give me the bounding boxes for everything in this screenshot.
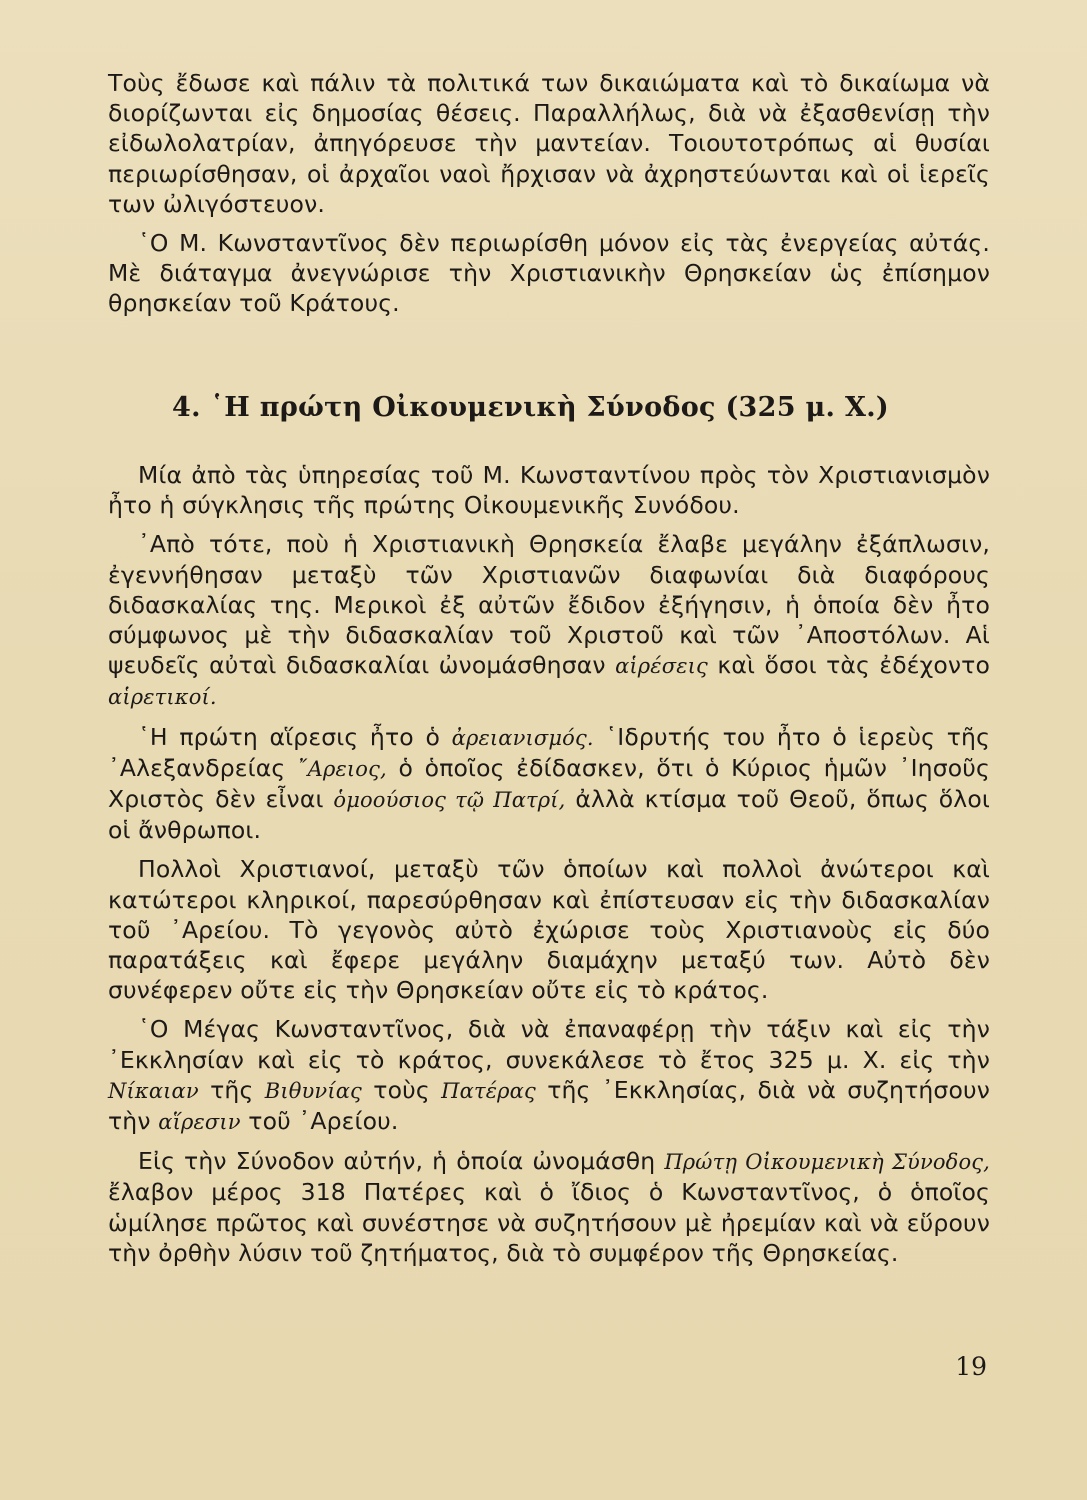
paragraph xyxy=(108,529,990,712)
italic-term: Νίκαιαν xyxy=(108,1078,199,1103)
paragraph xyxy=(108,1146,990,1268)
text-run: τῆς ᾿Εκκλησίας, διὰ νὰ συζητήσουν τὴν xyxy=(108,1075,991,1136)
paragraph: ῾Ο Μ. Κωνσταντῖνος δὲν περιωρίσθη μόνον εἰς τὰς ἐνεργείας αὐτάς. Μὲ διάταγμα ἀνεγνώρισε τὴν Χριστιανικὴν Θρησκείαν ὡς ἐπίσημον θρησκείαν τοῦ Κράτους. xyxy=(108,229,990,318)
text-run: ἀλλὰ κτίσμα τοῦ Θεοῦ, ὅπως ὅλοι οἱ ἄνθρωποι. xyxy=(108,785,990,845)
italic-term: ῎Αρειος, xyxy=(297,756,387,781)
italic-term: Βιθυνίας xyxy=(264,1078,362,1103)
italic-term: ἀρειανισμός. xyxy=(451,725,594,750)
intro-text xyxy=(108,68,990,328)
text-run: ὁ ὁποῖος ἐδίδασκεν, ὅτι ὁ Κύριος ἡμῶν ᾿Ιησοῦς Χριστὸς δὲν εἶναι xyxy=(108,753,990,814)
text-run: τοὺς xyxy=(373,1075,430,1104)
text-run: ᾿Απὸ τότε, ποὺ ἡ Χριστιανικὴ Θρησκεία ἔλαβε μεγάλην ἐξάπλωσιν, ἐγεννήθησαν μεταξὺ τῶν Χριστιανῶν διαφωνίαι διὰ διαφόρους διδασκαλίας της. Μερικοὶ ἐξ αὐτῶν ἔδιδον ἐξήγησιν, ἡ ὁποία δὲν ἦτο σύμφωνος μὲ τὴν διδασκαλίαν τοῦ Χριστοῦ καὶ τῶν ᾿Αποστόλων. Αἱ ψευδεῖς αὐταὶ διδασκαλίαι ὠνομάσθησαν xyxy=(108,530,990,680)
text-run: ῾Η πρώτη αἵρεσις ἦτο ὁ xyxy=(138,722,440,751)
text-run: Εἰς τὴν Σύνοδον αὐτήν, ἡ ὁποία ὠνομάσθη xyxy=(138,1147,656,1176)
italic-term: ὁμοούσιος τῷ Πατρί, xyxy=(333,788,566,813)
italic-term: αἵρεσιν xyxy=(158,1110,241,1135)
page-number: 19 xyxy=(955,1352,987,1381)
italic-term: αἱρέσεις xyxy=(615,654,708,679)
paragraph: Μία ἀπὸ τὰς ὑπηρεσίας τοῦ Μ. Κωνσταντίνου πρὸς τὸν Χριστιανισμὸν ἦτο ἡ σύγκλησις τῆς πρώτης Οἰκουμενικῆς Συνόδου. xyxy=(108,461,990,520)
section-heading: 4. ῾Η πρώτη Οἰκουμενικὴ Σύνοδος (325 μ. Χ.) xyxy=(172,392,889,423)
text-run: τῆς xyxy=(210,1075,254,1104)
paragraph: Τοὺς ἔδωσε καὶ πάλιν τὰ πολιτικά των δικαιώματα καὶ τὸ δικαίωμα νὰ διορίζωνται εἰς δημοσίας θέσεις. Παραλλήλως, διὰ νὰ ἐξασθενίσῃ τὴν εἰδωλολατρίαν, ἀπηγόρευσε τὴν μαντείαν. Τοιουτοτρόπως αἱ θυσίαι περιωρίσθησαν, οἱ ἀρχαῖοι ναοὶ ἤρχισαν νὰ ἀχρηστεύωνται καὶ οἱ ἱερεῖς των ὠλιγόστευον. xyxy=(108,69,990,218)
text-run: ῾Ο Μέγας Κωνσταντῖνος, διὰ νὰ ἐπαναφέρῃ τὴν τάξιν καὶ εἰς τὴν ᾿Εκκλησίαν καὶ εἰς τὸ κράτος, συνεκάλεσε τὸ ἔτος 325 μ. Χ. εἰς τὴν xyxy=(108,1015,990,1074)
italic-term: αἱρετικοί. xyxy=(108,685,217,710)
paragraph xyxy=(108,722,990,846)
italic-term: Πατέρας xyxy=(441,1078,536,1103)
text-run: ἔλαβον μέρος 318 Πατέρες καὶ ὁ ἴδιος ὁ Κωνσταντῖνος, ὁ ὁποῖος ὡμίλησε πρῶτος καὶ συνέστησε νὰ συζητήσουν μὲ ἠρεμίαν καὶ νὰ εὕρουν τὴν ὀρθὴν λύσιν τοῦ ζητήματος, διὰ τὸ συμφέρον τῆς Θρησκείας. xyxy=(108,1178,990,1267)
text-run: ῾Ιδρυτής του ἦτο ὁ ἱερεὺς τῆς ᾿Αλεξανδρείας xyxy=(108,722,991,782)
text-run: τοῦ ᾿Αρείου. xyxy=(248,1107,399,1136)
body-text xyxy=(108,460,990,1277)
paragraph: Πολλοὶ Χριστιανοί, μεταξὺ τῶν ὁποίων καὶ πολλοὶ ἀνώτεροι καὶ κατώτεροι κληρικοί, παρεσύρθησαν καὶ ἐπίστευσαν εἰς τὴν διδασκαλίαν τοῦ ᾿Αρείου. Τὸ γεγονὸς αὐτὸ ἐχώρισε τοὺς Χριστιανοὺς εἰς δύο παρατάξεις καὶ ἔφερε μεγάλην διαμάχην μεταξύ των. Αὐτὸ δὲν συνέφερεν οὔτε εἰς τὴν Θρησκείαν οὔτε εἰς τὸ κράτος. xyxy=(108,855,990,1005)
text-run: καὶ ὅσοι τὰς ἐδέχοντο xyxy=(717,651,990,680)
paragraph xyxy=(108,1014,990,1137)
italic-term: Πρώτῃ Οἰκουμενικὴ Σύνοδος, xyxy=(664,1150,990,1175)
